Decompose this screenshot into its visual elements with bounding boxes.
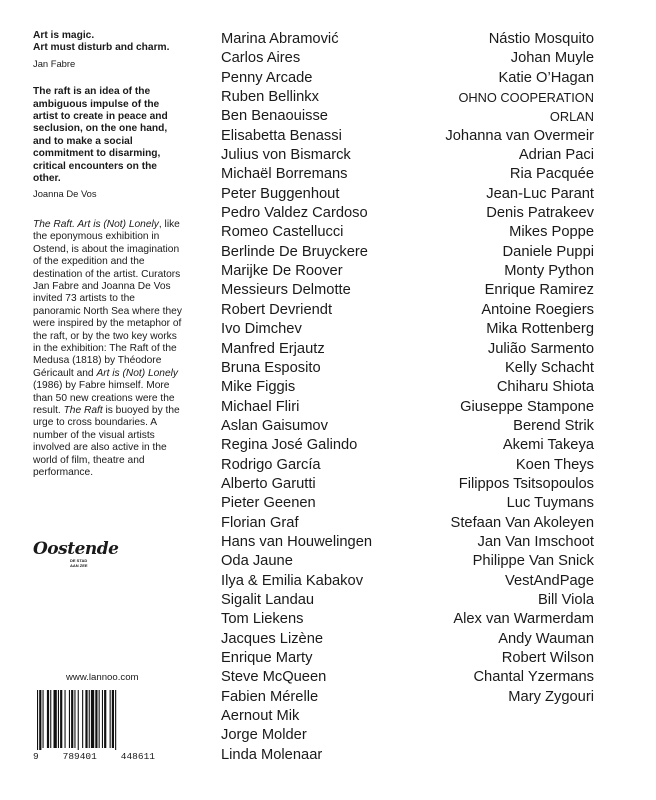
artist-name: Koen Theys (515, 456, 594, 473)
back-cover-text (33, 30, 183, 479)
book-short-title: The Raft (63, 404, 103, 416)
barcode-bar (43, 690, 44, 748)
barcode-bar (99, 690, 100, 748)
artist-name: Johanna van Overmeir (445, 127, 594, 144)
artist-name: Pieter Geenen (221, 495, 316, 512)
artist-name: Kelly Schacht (505, 359, 594, 376)
artist-name: Ruben Bellinkx (221, 89, 319, 106)
artist-name: Rodrigo García (221, 456, 321, 473)
quote-fabre-line2: Art must disturb and charm. (33, 42, 170, 54)
artist-name: Ilya & Emilia Kabakov (221, 572, 364, 589)
artist-name: Adrian Paci (518, 147, 594, 164)
artist-name: Mary Zygouri (508, 688, 594, 705)
artist-name: Luc Tuymans (506, 495, 594, 512)
artist-name: VestAndPage (504, 572, 594, 589)
barcode-bar (78, 690, 79, 756)
description (33, 219, 183, 480)
artist-name: Romeo Castellucci (221, 224, 344, 241)
artist-name: Akemi Takeya (502, 437, 594, 454)
artist-name: Aernout Mik (221, 708, 300, 725)
artist-name: Chantal Yzermans (473, 669, 594, 686)
artist-name: Chiharu Shiota (496, 379, 594, 396)
quote-fabre-line1: Art is magic. (33, 30, 95, 41)
artist-name: Bill Viola (537, 591, 594, 608)
barcode-bar (71, 690, 73, 748)
artist-name: Monty Python (504, 263, 594, 280)
artist-name: Bruna Esposito (221, 359, 321, 376)
artist-name: Julião Sarmento (487, 340, 594, 357)
artist-name: Mike Figgis (221, 379, 296, 396)
artist-name: Andy Wauman (498, 630, 594, 647)
barcode-bar (115, 690, 116, 756)
barcode-bar (47, 690, 49, 748)
artist-name: Hans van Houwelingen (221, 533, 373, 550)
artist-name: Tom Liekens (221, 611, 304, 628)
artist-list-left (221, 30, 372, 765)
artist-name: Ria Pacquée (509, 166, 594, 183)
artist-name: Marijke De Roover (221, 263, 343, 280)
artist-name: Enrique Ramirez (484, 282, 594, 299)
oostende-tagline: DE STAD AAN ZEE (70, 558, 88, 568)
artist-name: Peter Buggenhout (221, 185, 340, 202)
artist-name: Alex van Warmerdam (453, 611, 594, 628)
barcode-bar (58, 690, 59, 748)
barcode-bar (110, 690, 111, 748)
artist-name: Mikes Poppe (509, 224, 594, 241)
artist-name: Johan Muyle (510, 50, 594, 67)
book-title: The Raft. Art is (Not) Lonely (33, 218, 159, 230)
artist-name: OHNO COOPERATION (458, 90, 594, 106)
barcode-bar (89, 690, 90, 748)
artist-name: Stefaan Van Akoleyen (450, 514, 594, 531)
artist-name: Michaël Borremans (221, 166, 348, 183)
artist-name: Oda Jaune (221, 553, 293, 570)
barcode-bar (95, 690, 97, 748)
artist-name: Alberto Garutti (221, 475, 316, 492)
artist-name: Carlos Aires (221, 50, 301, 67)
artist-name: Robert Wilson (501, 650, 594, 666)
barcode-bar (74, 690, 75, 748)
oostende-logo (33, 539, 119, 572)
artist-name: Regina José Galindo (221, 437, 358, 454)
artist-name: Ben Benaouisse (221, 108, 328, 125)
oostende-wordmark: Oostende (33, 539, 119, 559)
artist-name: Berend Strik (513, 417, 594, 434)
artist-name: Messieurs Delmotte (221, 282, 351, 299)
artist-name: Nástio Mosquito (488, 31, 594, 47)
artist-name: Manfred Erjautz (221, 340, 325, 357)
artist-name: Ivo Dimchev (221, 321, 302, 338)
publisher-url: www.lannoo.com (66, 672, 139, 683)
barcode-bar (65, 690, 66, 748)
artist-name: Filippos Tsitsopoulos (458, 475, 594, 492)
quote-fabre-author: Jan Fabre (33, 57, 76, 69)
artist-name: Berlinde De Bruyckere (221, 243, 368, 260)
artist-name: Elisabetta Benassi (221, 127, 342, 144)
artist-name: Linda Molenaar (221, 746, 323, 763)
artist-name: Pedro Valdez Cardoso (221, 205, 368, 222)
artist-name: Robert Devriendt (221, 301, 333, 318)
barcode-bar (85, 690, 87, 748)
barcode-bar (91, 690, 94, 748)
artist-name: Steve McQueen (221, 669, 327, 686)
barcode-bar (82, 690, 83, 748)
quote-devos: The raft is an idea of the ambiguous impulse of the artist to create in peace and seclusion, on the one hand, and to make a social commitment to disarming, critical encounters on the other. (33, 86, 168, 185)
quote-devos-author: Joanna De Vos (33, 188, 97, 200)
artist-list-right (445, 30, 594, 707)
artist-name: Jan Van Imschoot (477, 533, 594, 550)
artist-name: Daniele Puppi (502, 243, 594, 260)
artist-name: Sigalit Landau (221, 591, 315, 608)
barcode-bar (112, 690, 114, 748)
artist-name: Marina Abramović (221, 31, 339, 47)
barcode-bar (37, 690, 38, 756)
artist-name: Katie O’Hagan (498, 69, 594, 86)
artwork-title: Art is (Not) Lonely (96, 367, 178, 379)
artist-name: Philippe Van Snick (472, 553, 594, 570)
artist-name: Fabien Mérelle (221, 688, 319, 705)
artist-name: Denis Patrakeev (486, 205, 594, 222)
artist-name: Enrique Marty (221, 650, 313, 666)
barcode-bar (50, 690, 51, 748)
artist-name: Jacques Lizène (221, 630, 324, 647)
artist-name: ORLAN (549, 109, 594, 125)
artist-name: Giuseppe Stampone (460, 398, 594, 415)
artist-name: Julius von Bismarck (221, 147, 351, 164)
artist-name: Aslan Gaisumov (221, 417, 328, 434)
barcode-bar (69, 690, 70, 748)
artist-name: Florian Graf (221, 514, 299, 531)
artist-name: Antoine Roegiers (481, 301, 594, 318)
isbn-number: 9 789401 448611 (33, 751, 155, 762)
artist-name: Penny Arcade (221, 69, 313, 86)
barcode-bar (60, 690, 62, 748)
barcode-bar (54, 690, 57, 748)
barcode-bar (104, 690, 106, 748)
artist-name: Jean-Luc Parant (486, 185, 594, 202)
artist-name: Mika Rottenberg (486, 321, 594, 338)
barcode-bar (102, 690, 103, 748)
artist-name: Michael Fliri (221, 398, 300, 415)
barcode-bar (39, 690, 41, 756)
description-paragraph: The Raft. Art is (Not) Lonely, like the eponymous exhibition in Ostend, is about the imagination of the expedition and the destination of the artist. Curators Jan Fabre and Joanna De Vos invited 73 artists to the panoramic North Sea where they were inspired by the metaphor of the raft, or by the two key works in the exhibition: The Raft of the Medusa (1818) by Théodore Géricault and Art is (Not) Lonely (1986) by Fabre himself. More than 50 new creations were the result. The Raft is buoyed by the urge to cross boundaries. A number of the visual artists involved are also active in the world of film, theatre and performance. (33, 218, 182, 478)
artist-name: Jorge Molder (221, 727, 307, 744)
